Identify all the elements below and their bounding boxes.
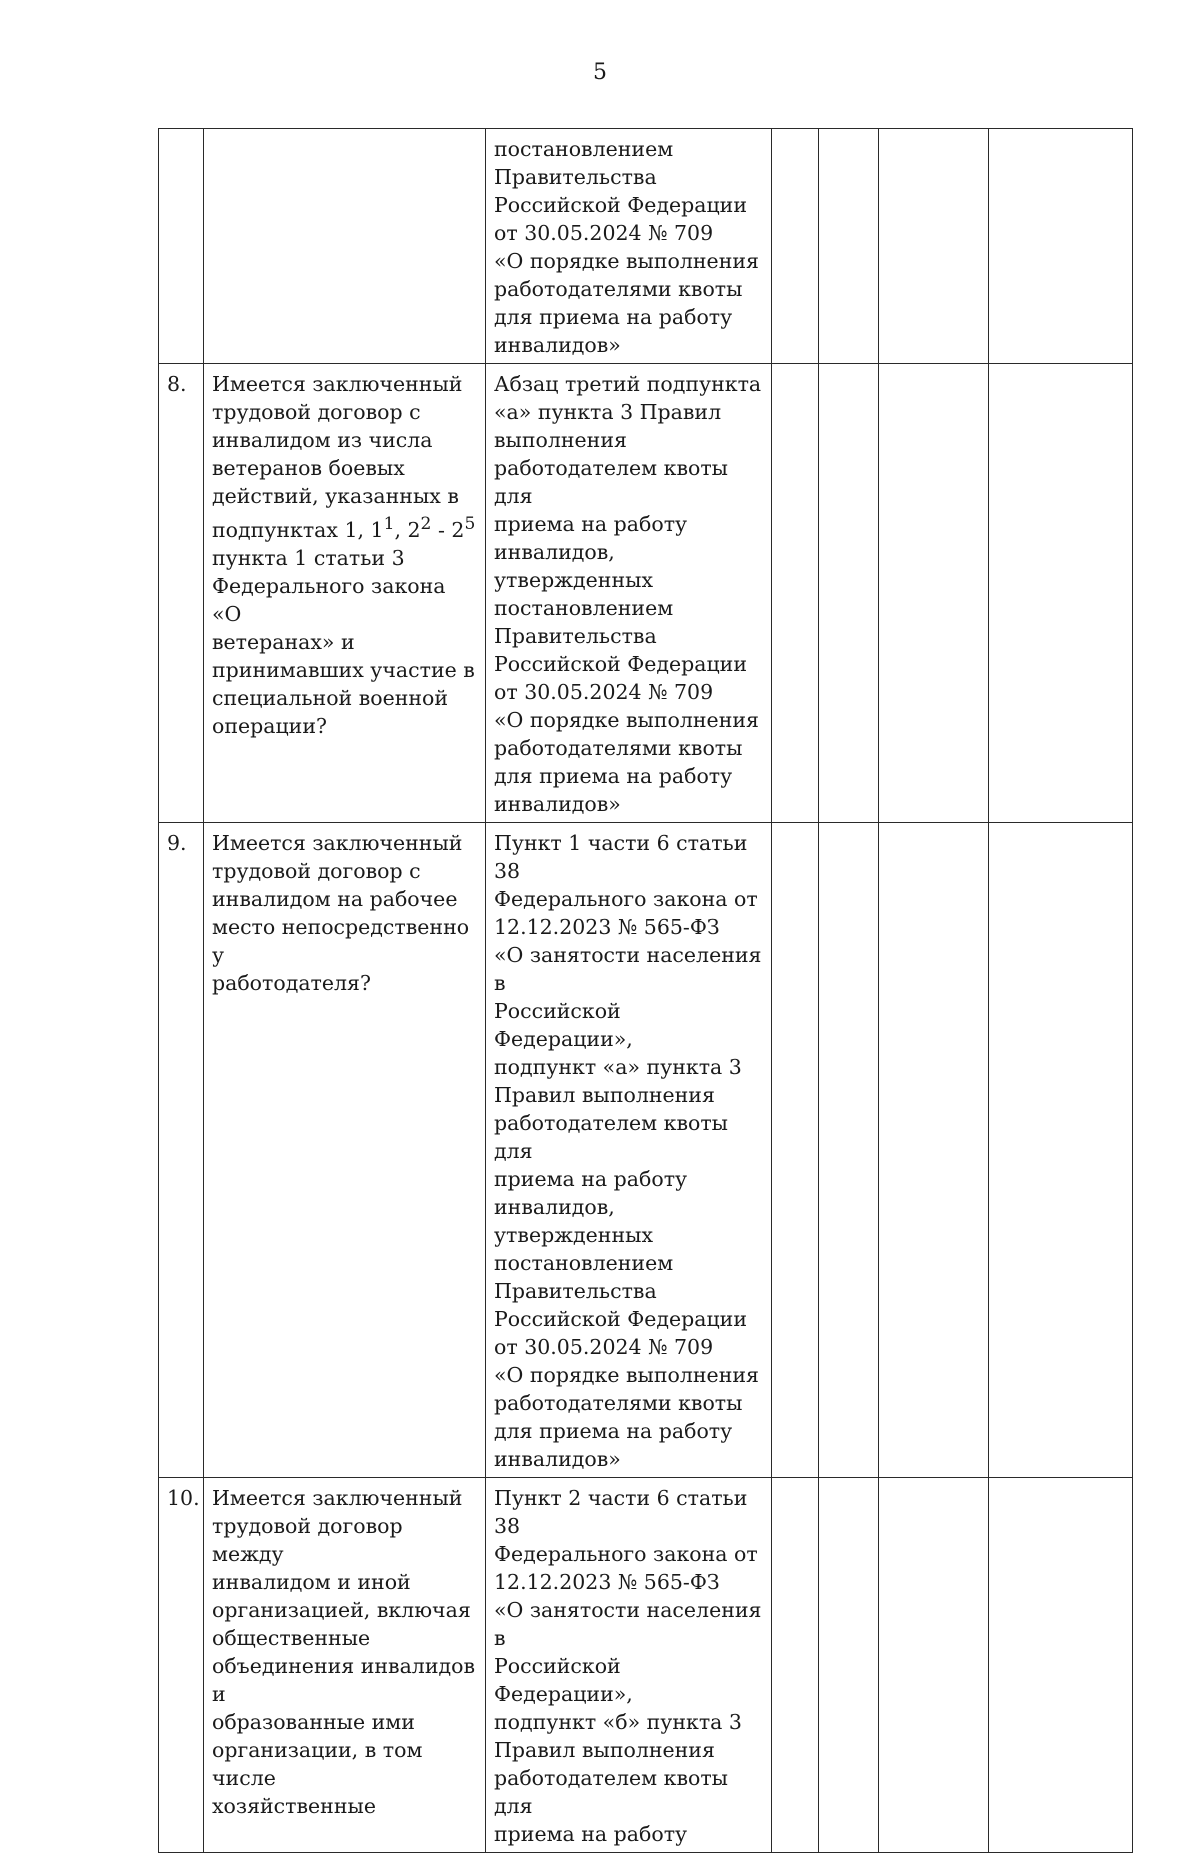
question-cell: Имеется заключенный трудовой договор с инвалидом на рабочее место непосредственно у работодателя? xyxy=(204,823,486,1478)
answer-yes-cell xyxy=(772,823,819,1478)
answer-no-cell xyxy=(819,129,879,364)
table-row xyxy=(159,1478,1133,1853)
page-number: 5 xyxy=(593,60,607,85)
legal-basis-cell: Пункт 2 части 6 статьи 38 Федерального закона от 12.12.2023 № 565-ФЗ «О занятости населения в Российской Федерации», подпункт «б» пункта 3 Правил выполнения работодателем квоты для приема на работу xyxy=(486,1478,772,1853)
question-cell: Имеется заключенный трудовой договор с инвалидом из числа ветеранов боевых действий, указанных в подпунктах 1, $1^1$, $2^2 - 2^5$ пункта 1 статьи 3 Федерального закона «О ветеранах» и принимавших участие в специальной военной операции? xyxy=(204,364,486,823)
answer-yes-cell xyxy=(772,129,819,364)
row-number-cell: 10. xyxy=(159,1478,204,1853)
answer-yes-cell xyxy=(772,364,819,823)
table-row xyxy=(159,364,1133,823)
answer-yes-cell xyxy=(772,1478,819,1853)
legal-basis-cell: постановлением Правительства Российской Федерации от 30.05.2024 № 709 «О порядке выполнения работодателями квоты для приема на работу инвалидов» xyxy=(486,129,772,364)
question-cell xyxy=(204,129,486,364)
answer-no-cell xyxy=(819,364,879,823)
answer-no-cell xyxy=(819,1478,879,1853)
question-cell: Имеется заключенный трудовой договор между инвалидом и иной организацией, включая общественные объединения инвалидов и образованные ими организации, в том числе хозяйственные xyxy=(204,1478,486,1853)
table-row xyxy=(159,823,1133,1478)
row-number-cell xyxy=(159,129,204,364)
notes-cell xyxy=(989,1478,1133,1853)
notes-cell xyxy=(989,364,1133,823)
answer-not-applicable-cell xyxy=(879,823,989,1478)
checklist-table xyxy=(158,128,1133,1853)
legal-basis-cell: Абзац третий подпункта «а» пункта 3 Правил выполнения работодателем квоты для приема на работу инвалидов, утвержденных постановлением Правительства Российской Федерации от 30.05.2024 № 709 «О порядке выполнения работодателями квоты для приема на работу инвалидов» xyxy=(486,364,772,823)
answer-no-cell xyxy=(819,823,879,1478)
answer-not-applicable-cell xyxy=(879,364,989,823)
notes-cell xyxy=(989,129,1133,364)
table-row xyxy=(159,129,1133,364)
answer-not-applicable-cell xyxy=(879,129,989,364)
notes-cell xyxy=(989,823,1133,1478)
row-number-cell: 8. xyxy=(159,364,204,823)
answer-not-applicable-cell xyxy=(879,1478,989,1853)
legal-basis-cell: Пункт 1 части 6 статьи 38 Федерального закона от 12.12.2023 № 565-ФЗ «О занятости населения в Российской Федерации», подпункт «а» пункта 3 Правил выполнения работодателем квоты для приема на работу инвалидов, утвержденных постановлением Правительства Российской Федерации от 30.05.2024 № 709 «О порядке выполнения работодателями квоты для приема на работу инвалидов» xyxy=(486,823,772,1478)
row-number-cell: 9. xyxy=(159,823,204,1478)
